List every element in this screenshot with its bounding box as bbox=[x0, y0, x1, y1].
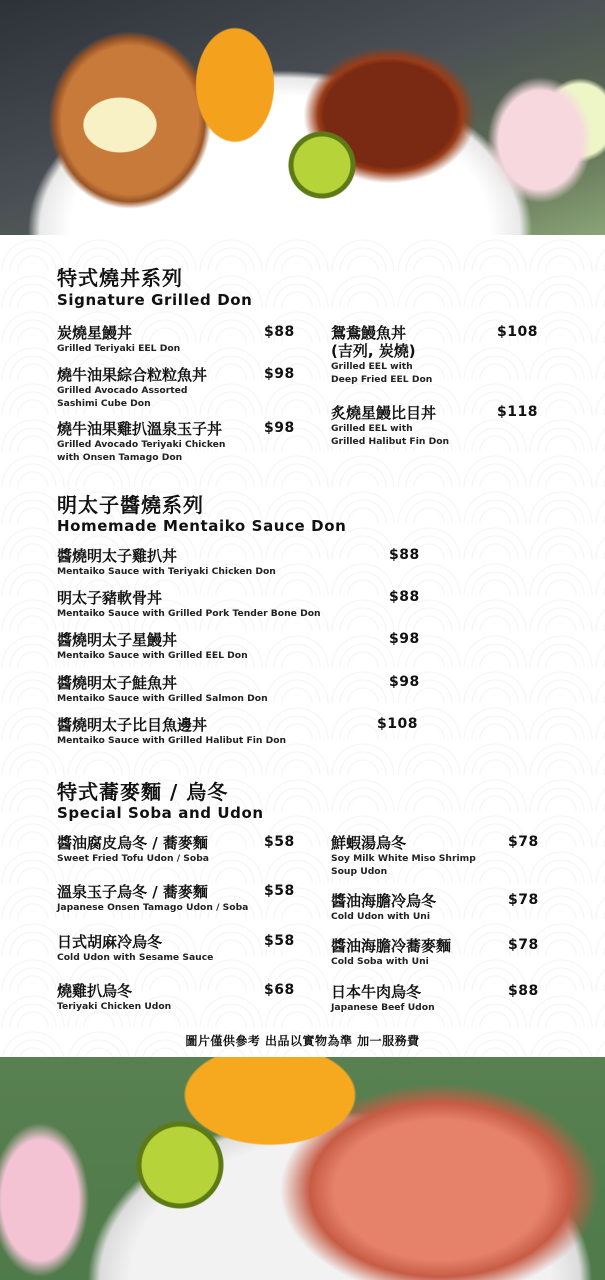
item-name-en: Sweet Fried Tofu Udon / Soba bbox=[57, 853, 209, 864]
item-price: $88 bbox=[264, 324, 295, 340]
menu-item bbox=[331, 324, 432, 386]
menu-item bbox=[331, 892, 436, 923]
item-price: $118 bbox=[497, 404, 538, 420]
item-price: $78 bbox=[508, 892, 539, 908]
item-price: $68 bbox=[264, 982, 295, 998]
item-name-en: Teriyaki Chicken Udon bbox=[57, 1001, 172, 1012]
menu-item bbox=[57, 420, 225, 464]
menu-item bbox=[57, 716, 286, 747]
item-name-en: Grilled EEL with bbox=[331, 423, 413, 434]
item-price: $78 bbox=[508, 834, 539, 850]
item-price: $98 bbox=[389, 631, 420, 647]
item-name-zh: 炙燒星鰻比目丼 bbox=[331, 404, 437, 422]
menu-item bbox=[331, 983, 435, 1014]
item-name-en: Grilled Avocado Teriyaki Chicken bbox=[57, 439, 226, 450]
menu-item bbox=[57, 547, 276, 578]
item-price: $98 bbox=[264, 420, 295, 436]
item-name-en: Grilled Teriyaki EEL Don bbox=[57, 343, 181, 354]
item-name-zh: 燒牛油果綜合粒粒魚丼 bbox=[57, 366, 208, 384]
section-title-zh: 特式蕎麥麵 / 烏冬 bbox=[57, 780, 229, 804]
section-title-en: Homemade Mentaiko Sauce Don bbox=[57, 517, 347, 535]
item-name-zh-line2: (吉列, 炭燒) bbox=[331, 342, 416, 360]
menu-item bbox=[331, 937, 451, 968]
item-name-zh: 鴛鴦鰻魚丼 bbox=[331, 324, 407, 342]
menu-content bbox=[0, 235, 605, 1057]
menu-item bbox=[331, 404, 449, 448]
item-price: $78 bbox=[508, 937, 539, 953]
menu-item bbox=[57, 631, 248, 662]
section-title-zh: 特式燒丼系列 bbox=[57, 266, 183, 290]
item-name-en: Grilled Halibut Fin Don bbox=[331, 436, 450, 447]
item-name-en: Mentaiko Sauce with Grilled Halibut Fin Don bbox=[57, 735, 287, 746]
menu-item bbox=[57, 589, 321, 620]
item-name-en: with Onsen Tamago Don bbox=[57, 452, 183, 463]
item-name-zh: 醬燒明太子雞扒丼 bbox=[57, 547, 178, 565]
item-name-en: Mentaiko Sauce with Grilled EEL Don bbox=[57, 650, 248, 661]
item-name-en: Mentaiko Sauce with Teriyaki Chicken Don bbox=[57, 566, 276, 577]
item-name-zh: 醬燒明太子星鰻丼 bbox=[57, 631, 178, 649]
item-price: $88 bbox=[389, 589, 420, 605]
item-price: $58 bbox=[264, 834, 295, 850]
item-name-en: Mentaiko Sauce with Grilled Pork Tender Bone Don bbox=[57, 608, 321, 619]
item-price: $58 bbox=[264, 933, 295, 949]
item-price: $108 bbox=[497, 324, 538, 340]
menu-item bbox=[331, 834, 476, 878]
item-name-en: Grilled EEL with bbox=[331, 361, 413, 372]
item-name-zh: 醬燒明太子比目魚邊丼 bbox=[57, 716, 208, 734]
item-name-en: Grilled Avocado Assorted bbox=[57, 385, 188, 396]
item-name-zh: 日本牛肉烏冬 bbox=[331, 983, 422, 1001]
item-name-en: Mentaiko Sauce with Grilled Salmon Don bbox=[57, 693, 268, 704]
section-title-en: Special Soba and Udon bbox=[57, 804, 264, 822]
item-name-en: Cold Soba with Uni bbox=[331, 956, 429, 967]
item-name-en: Japanese Beef Udon bbox=[331, 1002, 435, 1013]
item-price: $88 bbox=[389, 547, 420, 563]
item-name-zh: 鮮蝦湯烏冬 bbox=[331, 834, 407, 852]
menu-item bbox=[57, 933, 213, 964]
section-title-en: Signature Grilled Don bbox=[57, 291, 253, 309]
item-name-zh: 日式胡麻冷烏冬 bbox=[57, 933, 163, 951]
item-name-en: Soy Milk White Miso Shrimp bbox=[331, 853, 476, 864]
menu-item bbox=[57, 674, 268, 705]
menu-item bbox=[57, 834, 209, 865]
footer-note: 圖片僅供參考 出品以實物為準 加一服務費 bbox=[185, 1034, 420, 1048]
item-price: $98 bbox=[264, 366, 295, 382]
item-name-zh: 炭燒星鰻丼 bbox=[57, 324, 133, 342]
item-name-zh: 燒雞扒烏冬 bbox=[57, 982, 133, 1000]
menu-item bbox=[57, 324, 180, 355]
top-food-photo bbox=[0, 0, 605, 235]
item-price: $88 bbox=[508, 983, 539, 999]
item-name-zh: 溫泉玉子烏冬 / 蕎麥麵 bbox=[57, 883, 208, 901]
item-price: $108 bbox=[377, 716, 418, 732]
item-name-zh: 醬油腐皮烏冬 / 蕎麥麵 bbox=[57, 834, 208, 852]
item-name-en: Deep Fried EEL Don bbox=[331, 374, 433, 385]
item-name-en: Cold Udon with Sesame Sauce bbox=[57, 952, 214, 963]
item-name-en: Japanese Onsen Tamago Udon / Soba bbox=[57, 902, 249, 913]
item-price: $58 bbox=[264, 883, 295, 899]
menu-item bbox=[57, 366, 207, 410]
bottom-food-photo bbox=[0, 1057, 605, 1280]
item-name-en: Cold Udon with Uni bbox=[331, 911, 430, 922]
item-name-zh: 燒牛油果雞扒溫泉玉子丼 bbox=[57, 420, 223, 438]
section-title-zh: 明太子醬燒系列 bbox=[57, 493, 204, 517]
item-name-en: Soup Udon bbox=[331, 866, 388, 877]
item-name-zh: 明太子豬軟骨丼 bbox=[57, 589, 163, 607]
item-name-en: Sashimi Cube Don bbox=[57, 398, 151, 409]
menu-item bbox=[57, 883, 248, 914]
item-name-zh: 醬油海膽冷烏冬 bbox=[331, 892, 437, 910]
item-name-zh: 醬油海膽冷蕎麥麵 bbox=[331, 937, 452, 955]
menu-item bbox=[57, 982, 171, 1013]
item-price: $98 bbox=[389, 674, 420, 690]
item-name-zh: 醬燒明太子鮭魚丼 bbox=[57, 674, 178, 692]
